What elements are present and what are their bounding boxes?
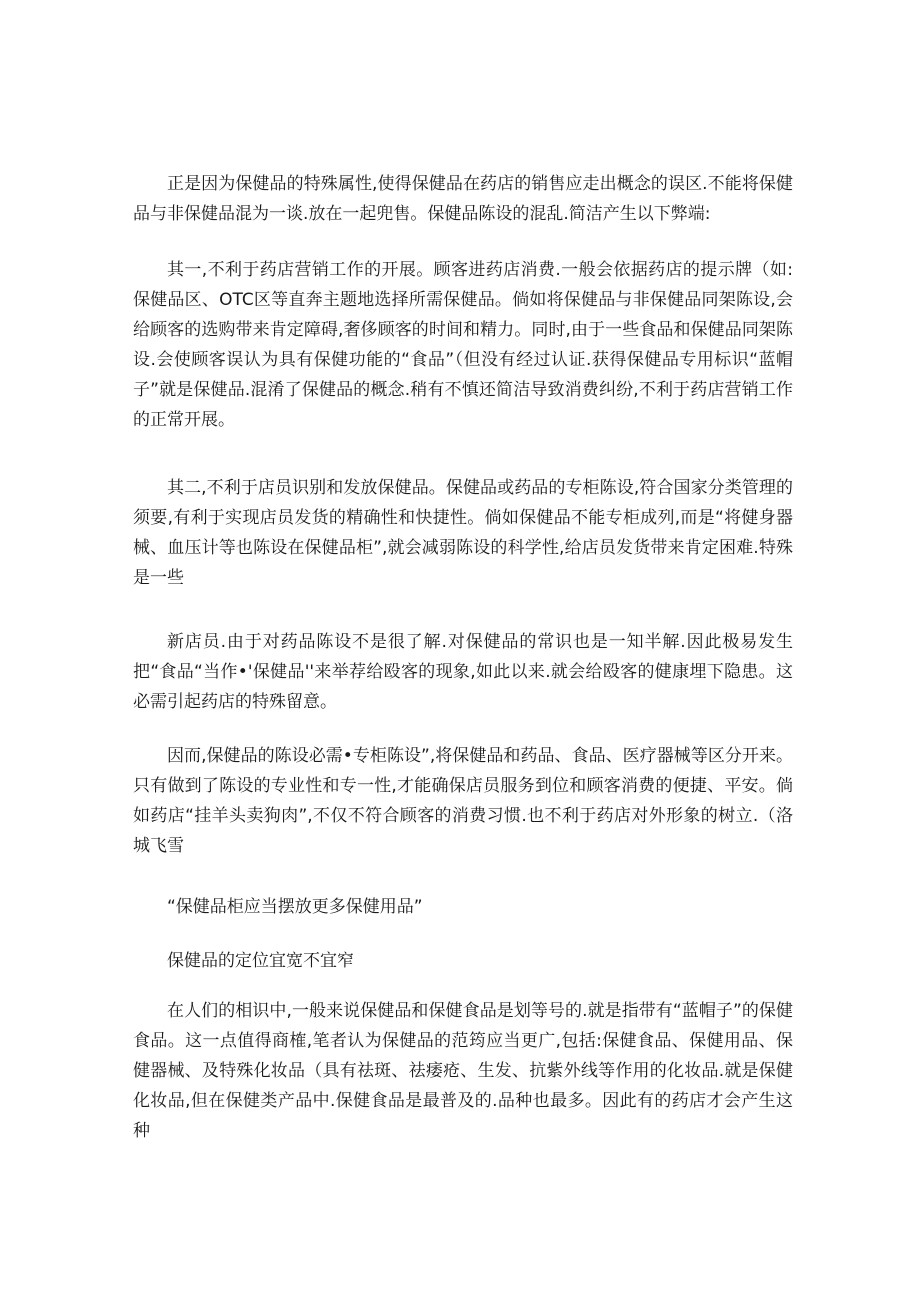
paragraph-intro: 正是因为保健品的特殊属性,使得保健品在药店的销售应走出概念的误区.不能将保健品与非保健品混为一谈.放在一起兜售。保健品陈设的混乱.简洁产生以下弊端:: [133, 174, 793, 224]
paragraph-conclusion: 因而,保健品的陈设必需•专柜陈设”,将保健品和药品、食品、医疗器械等区分开来。只有做到了陈设的专业性和专一性,才能确保店员服务到位和顾客消费的便捷、平安。倘如药店“挂羊头卖狗肉”,不仅不符合顾客的消费习惯.也不利于药店对外形象的树立.（洛城飞雪: [133, 746, 793, 856]
paragraph-point-one: 其一,不利于药店营销工作的开展。顾客进药店消费.一般会依据药店的提示牌（如:保健品区、OTC区等直奔主题地选择所需保健品。倘如将保健品与非保健品同架陈设,会给顾客的选购带来肯定障碍,奢侈顾客的时间和精力。同时,由于一些食品和保健品同架陈设.会使顾客误认为具有保健功能的“食品”（但没有经过认证.获得保健品专用标识“蓝帽子”就是保健品.混淆了保健品的概念.稍有不慎还简洁导致消费纠纷,不利于药店营销工作的正常开展。: [133, 260, 793, 430]
paragraph-new-staff: 新店员.由于对药品陈设不是很了解.对保健品的常识也是一知半解.因此极易发生把“食品“当作•'保健品''来举荐给殴客的现象,如此以来.就会给殴客的健康埋下隐患。这必需引起药店的特殊留意。: [133, 632, 793, 712]
section-heading-quote: “保健品柜应当摆放更多保健用品”: [167, 897, 423, 917]
section-subheading: 保健品的定位宜宽不宜窄: [167, 951, 354, 971]
paragraph-definition: 在人们的相识中,一般来说保健品和保健食品是划等号的.就是指带有“蓝帽子”的保健食品。这一点值得商榷,笔者认为保健品的范筠应当更广,包括:保健食品、保健用品、保健器械、及特殊化妆品（具有祛斑、祛痿疮、生发、抗紫外线等作用的化妆品.就是保健化妆品,但在保健类产品中.保健食品是最普及的.品种也最多。因此有的药店才会产生这种: [133, 1001, 793, 1141]
paragraph-point-two: 其二,不利于店员识别和发放保健品。保健品或药品的专柜陈设,符合国家分类管理的须要,有利于实现店员发货的精确性和快捷性。倘如保健品不能专柜成列,而是“将健身器械、血压计等也陈设在保健品柜”,就会减弱陈设的科学性,给店员发货带来肯定困难.特殊是一些: [133, 478, 793, 588]
